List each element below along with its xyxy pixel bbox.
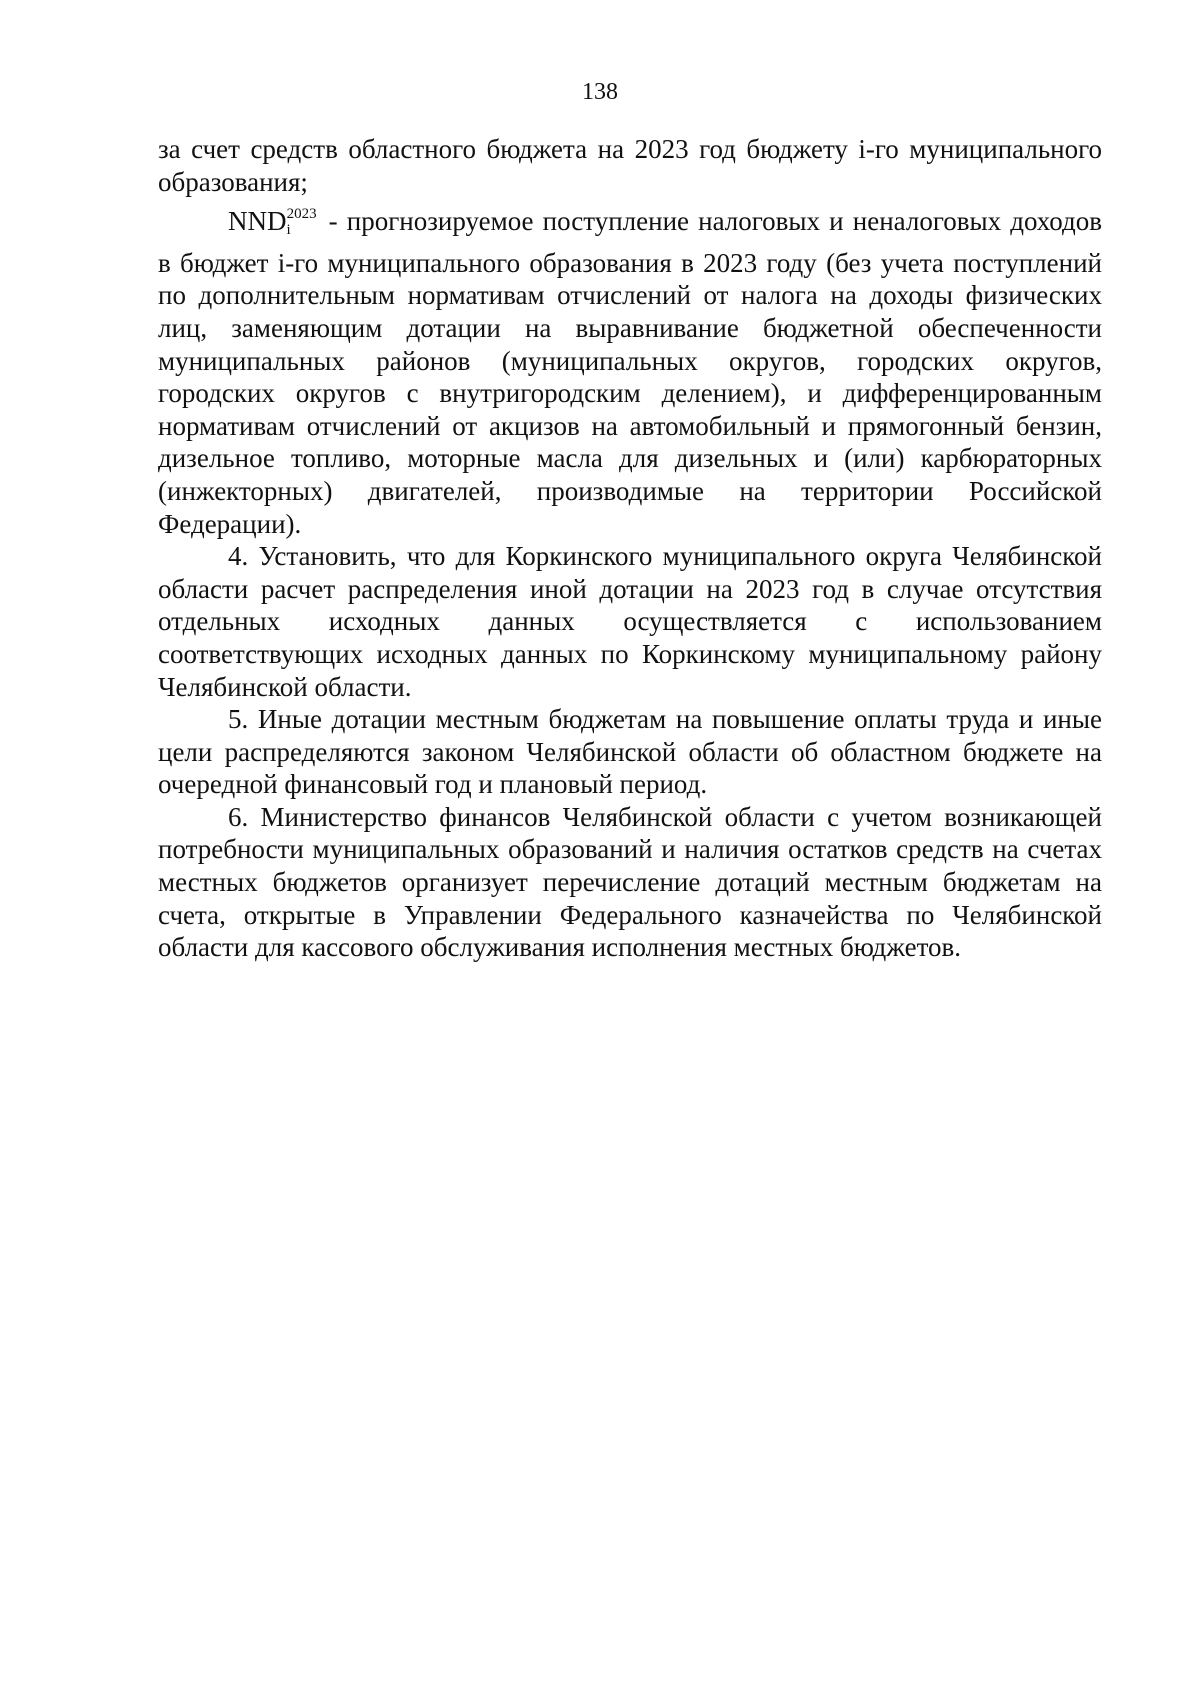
- document-body: [158, 133, 1102, 964]
- paragraph-item-6: 6. Министерство финансов Челябинской области с учетом возникающей потребности муниципальных образований и наличия остатков средств на счетах местных бюджетов организует перечисление дотаций местным бюджетам на счета, открытые в Управлении Федерального казначейства по Челябинской области для кассового обслуживания исполнения местных бюджетов.: [158, 801, 1102, 963]
- page-number: 138: [582, 79, 618, 105]
- symbol-subscript: i: [286, 222, 291, 239]
- paragraph-item-5: 5. Иные дотации местным бюджетам на повышение оплаты труда и иные цели распределяются законом Челябинской области об областном бюджете на очередной финансовый год и плановый период.: [158, 704, 1102, 800]
- paragraph-continuation: за счет средств областного бюджета на 2023 год бюджету i-го муниципального образования;: [158, 134, 1102, 197]
- paragraph-nnd-definition: [158, 198, 1102, 540]
- paragraph-item-4: 4. Установить, что для Коркинского муниципального округа Челябинской области расчет распределения иной дотации на 2023 год в случае отсутствия отдельных исходных данных осуществляется с использованием соответствующих исходных данных по Коркинскому муниципальному району Челябинской области.: [158, 541, 1102, 702]
- formula-symbol-nnd: [228, 206, 317, 239]
- nnd-definition-text: - прогнозируемое поступление налоговых и неналоговых доходов в бюджет i-го муниципального образования в 2023 году (без учета поступлений по дополнительным нормативам отчислений от налога на доходы физических лиц, заменяющим дотации на выравнивание бюджетной обеспеченности муниципальных районов (муниципальных округов, городских округов, городских округов с внутригородским делением), и дифференцированным нормативам отчислений от акцизов на автомобильный и прямогонный бензин, дизельное топливо, моторные масла для дизельных и (или) карбюраторных (инжекторных) двигателей, производимые на территории Российской Федерации).: [158, 206, 1102, 539]
- symbol-superscript: 2023: [286, 206, 317, 223]
- symbol-base: NND: [228, 206, 287, 237]
